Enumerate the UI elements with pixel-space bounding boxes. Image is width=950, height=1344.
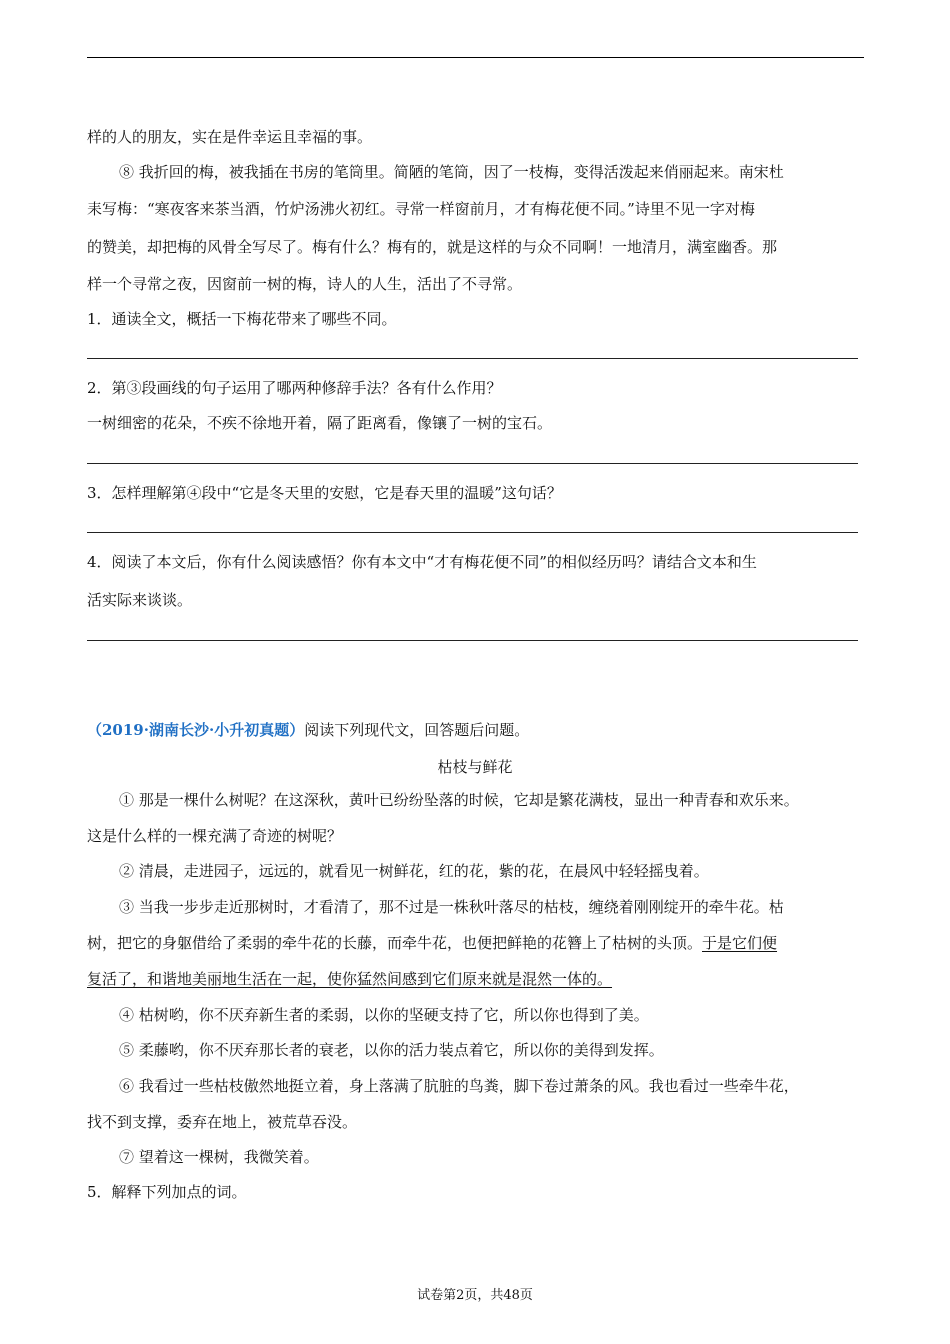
question-4-cont: 活实际来谈谈。 (87, 591, 193, 609)
header-rule (87, 57, 864, 58)
page-footer: 试卷第2页，共48页 (417, 1288, 533, 1303)
paragraph-1-line: ① 那是一棵什么树呢？在这深秋，黄叶已纷纷坠落的时候，它却是繁花满枝，显出一种青春和欢乐来。 (119, 791, 799, 809)
paragraph-2: ② 清晨，走进园子，远远的，就看见一树鲜花，红的花，紫的花，在晨风中轻轻摇曳着。 (119, 862, 709, 880)
answer-line-4[interactable] (87, 640, 858, 641)
paragraph-4: ④ 枯树哟，你不厌弃新生者的柔弱，以你的坚硬支持了它，所以你也得到了美。 (119, 1006, 649, 1024)
underlined-sentence: 复活了，和谐地美丽地生活在一起，使你猛然间感到它们原来就是混然一体的。 (87, 970, 613, 988)
question-3: 3．怎样理解第④段中“它是冬天里的安慰，它是春天里的温暖”这句话？ (87, 484, 562, 502)
source-instruction: 阅读下列现代文，回答题后问题。 (304, 721, 530, 739)
question-5: 5．解释下列加点的词。 (87, 1183, 247, 1201)
paragraph-8-line: 样一个寻常之夜，因窗前一树的梅，诗人的人生，活出了不寻常。 (87, 275, 523, 293)
question-4: 4．阅读了本文后，你有什么阅读感悟？你有本文中“才有梅花便不同”的相似经历吗？请结合文本和生 (87, 553, 757, 571)
question-2-quote: 一树细密的花朵，不疾不徐地开着，隔了距离看，像镶了一树的宝石。 (87, 414, 553, 432)
paragraph-7: ⑦ 望着这一棵树，我微笑着。 (119, 1148, 319, 1166)
source-line (87, 720, 529, 740)
paragraph-5: ⑤ 柔藤哟，你不厌弃那长者的衰老，以你的活力装点着它，所以你的美得到发挥。 (119, 1041, 664, 1059)
source-tag: （2019·湖南长沙·小升初真题） (87, 721, 305, 739)
article-title: 枯枝与鲜花 (437, 758, 513, 776)
paragraph-8-line: ⑧ 我折回的梅，被我插在书房的笔筒里。简陋的笔筒，因了一枝梅，变得活泼起来俏丽起来。南宋杜 (119, 163, 784, 181)
question-1: 1．通读全文，概括一下梅花带来了哪些不同。 (87, 310, 397, 328)
paragraph-3-text: 树，把它的身躯借给了柔弱的牵牛花的长藤，而牵牛花，也便把鲜艳的花簪上了枯树的头顶。 (87, 934, 703, 952)
paragraph-6-line: ⑥ 我看过一些枯枝傲然地挺立着，身上落满了肮脏的鸟粪，脚下卷过萧条的风。我也看过一些牵牛花， (119, 1077, 799, 1095)
answer-line-2[interactable] (87, 463, 858, 464)
paragraph-line: 样的人的朋友，实在是件幸运且幸福的事。 (87, 128, 373, 146)
paragraph-8-line: 耒写梅：“寒夜客来茶当酒，竹炉汤沸火初红。寻常一样窗前月，才有梅花便不同。”诗里不见一字对梅 (87, 200, 755, 218)
answer-line-1[interactable] (87, 358, 858, 359)
question-2: 2．第③段画线的句子运用了哪两种修辞手法？各有什么作用？ (87, 379, 502, 397)
paragraph-6-line: 找不到支撑，委弃在地上，被荒草吞没。 (87, 1113, 358, 1131)
paragraph-3-line (87, 969, 612, 989)
answer-line-3[interactable] (87, 532, 858, 533)
underlined-sentence: 于是它们便 (702, 934, 778, 952)
paragraph-1-line: 这是什么样的一棵充满了奇迹的树呢？ (87, 827, 343, 845)
paragraph-3-line (87, 933, 777, 953)
paragraph-8-line: 的赞美，却把梅的风骨全写尽了。梅有什么？梅有的，就是这样的与众不同啊！一地清月，满室幽香。那 (87, 238, 778, 256)
paragraph-3-line: ③ 当我一步步走近那树时，才看清了，那不过是一株秋叶落尽的枯枝，缠绕着刚刚绽开的牵牛花。枯 (119, 898, 784, 916)
